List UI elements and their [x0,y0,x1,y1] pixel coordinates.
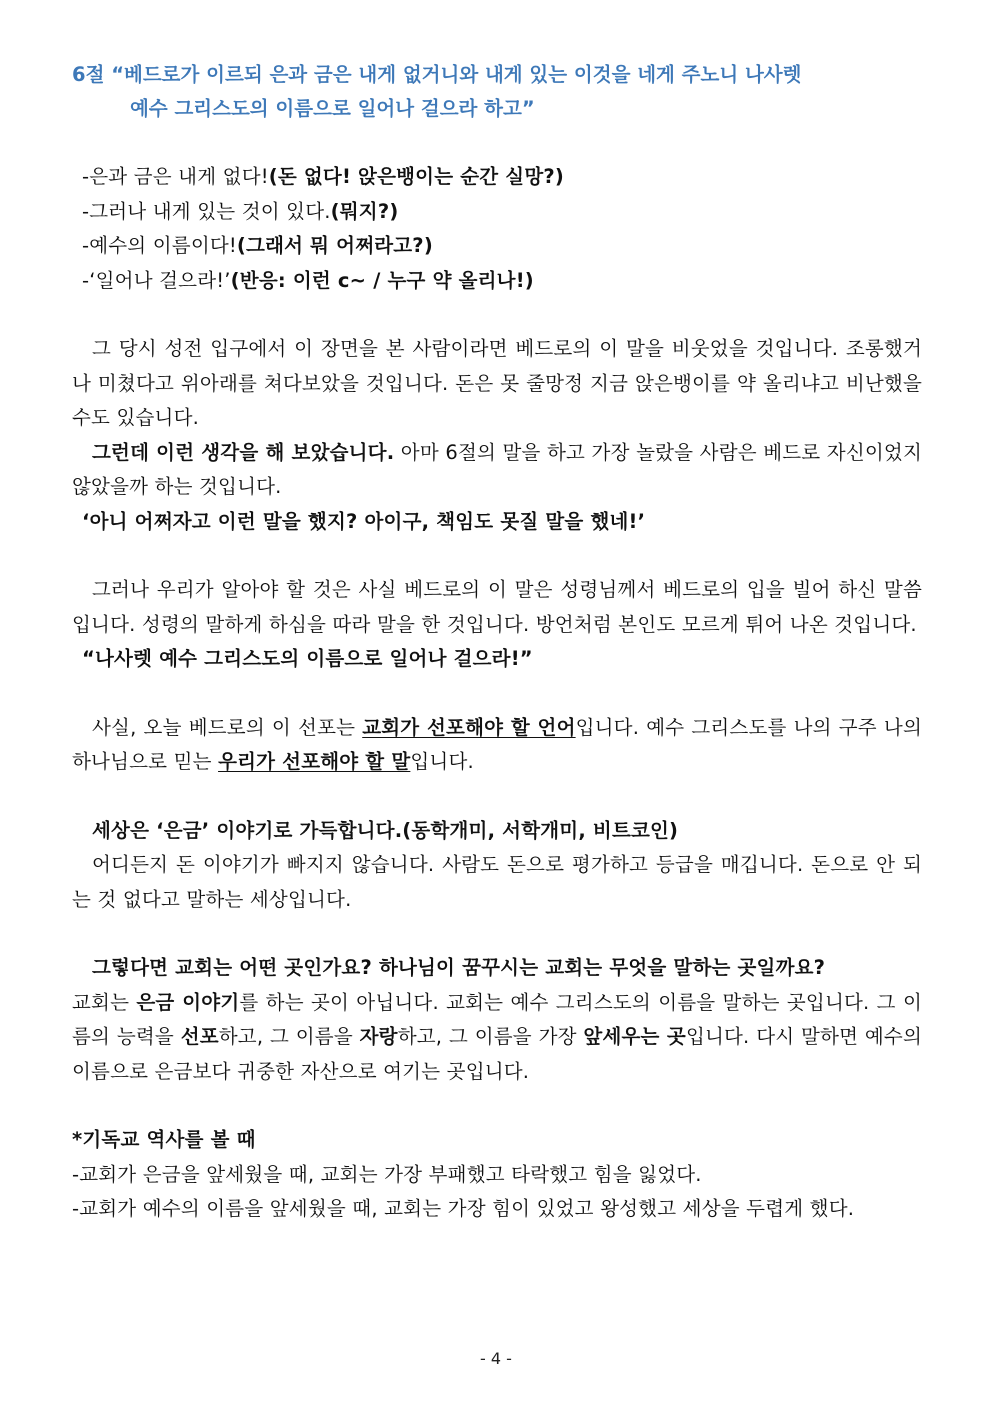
list-item: -은과 금은 내게 없다!(돈 없다! 앉은뱅이는 순간 실망?) [82,165,564,188]
paragraph-3: 그러나 우리가 알아야 할 것은 사실 베드로의 이 말은 성령님께서 베드로의 입을 빌어 하신 말씀입니다. 성령의 말하게 하심을 따라 말을 한 것입니다. 방언처럼 본인도 모르게 튀어 나온 것입니다. [72,578,922,636]
quote-declaration: “나사렛 예수 그리스도의 이름으로 일어나 걸으라!” [82,647,533,670]
history-item: -교회가 은금을 앞세웠을 때, 교회는 가장 부패했고 타락했고 힘을 잃었다. [72,1162,702,1186]
paragraph-5: 어디든지 돈 이야기가 빠지지 않습니다. 사람도 돈으로 평가하고 등급을 매깁니다. 돈으로 안 되는 것 없다고 말하는 세상입니다. [72,853,922,911]
verse-line-2: 예수 그리스도의 이름으로 일어나 걸으라 하고” [130,97,535,120]
history-item: -교회가 예수의 이름을 앞세웠을 때, 교회는 가장 힘이 있었고 왕성했고 세상을 두렵게 했다. [72,1197,855,1220]
list-item: -예수의 이름이다!(그래서 뭐 어쩌라고?) [82,234,433,257]
history-title: *기독교 역사를 볼 때 [72,1128,256,1151]
verse-line-1: 6절 “베드로가 이르되 은과 금은 내게 없거니와 내게 있는 이것을 네게 주노니 나사렛 [72,63,802,86]
verse-quote [72,58,922,126]
paragraph-1: 그 당시 성전 입구에서 이 장면을 본 사람이라면 베드로의 이 말을 비웃었을 것입니다. 조롱했거나 미쳤다고 위아래를 쳐다보았을 것입니다. 돈은 못 줄망정 지금 앉은뱅이를 약 올리냐고 비난했을 수도 있습니다. [72,337,922,429]
quote-peter-thought: ‘아니 어쩌자고 이런 말을 했지? 아이구, 책임도 못질 말을 했네!’ [82,509,646,533]
heading-world: 세상은 ‘은금’ 이야기로 가득합니다.(동학개미, 서학개미, 비트코인) [92,818,679,842]
document-page [72,58,922,1227]
paragraph-6: 교회는 은금 이야기를 하는 곳이 아닙니다. 교회는 예수 그리스도의 이름을 말하는 곳입니다. 그 이름의 능력을 선포하고, 그 이름을 자랑하고, 그 이름을 가장 앞세우는 곳입니다. 다시 말하면 예수의 이름으로 은금보다 귀중한 자산으로 여기는 곳입니다. [72,990,922,1083]
reaction-list [72,160,922,298]
paragraph-2: 그런데 이런 생각을 해 보았습니다. 아마 6절의 말을 하고 가장 놀랐을 사람은 베드로 자신이었지 않았을까 하는 것입니다. [72,440,922,498]
paragraph-4: 사실, 오늘 베드로의 이 선포는 교회가 선포해야 할 언어입니다. 예수 그리스도를 나의 구주 나의 하나님으로 믿는 우리가 선포해야 할 말입니다. [72,715,922,773]
heading-church: 그렇다면 교회는 어떤 곳인가요? 하나님이 꿈꾸시는 교회는 무엇을 말하는 곳일까요? [92,956,826,979]
page-number: - 4 - [480,1349,512,1368]
list-item: -‘일어나 걸으라!’(반응: 이런 c~ / 누구 약 올리나!) [82,268,534,292]
list-item: -그러나 내게 있는 것이 있다.(뭐지?) [82,199,399,223]
